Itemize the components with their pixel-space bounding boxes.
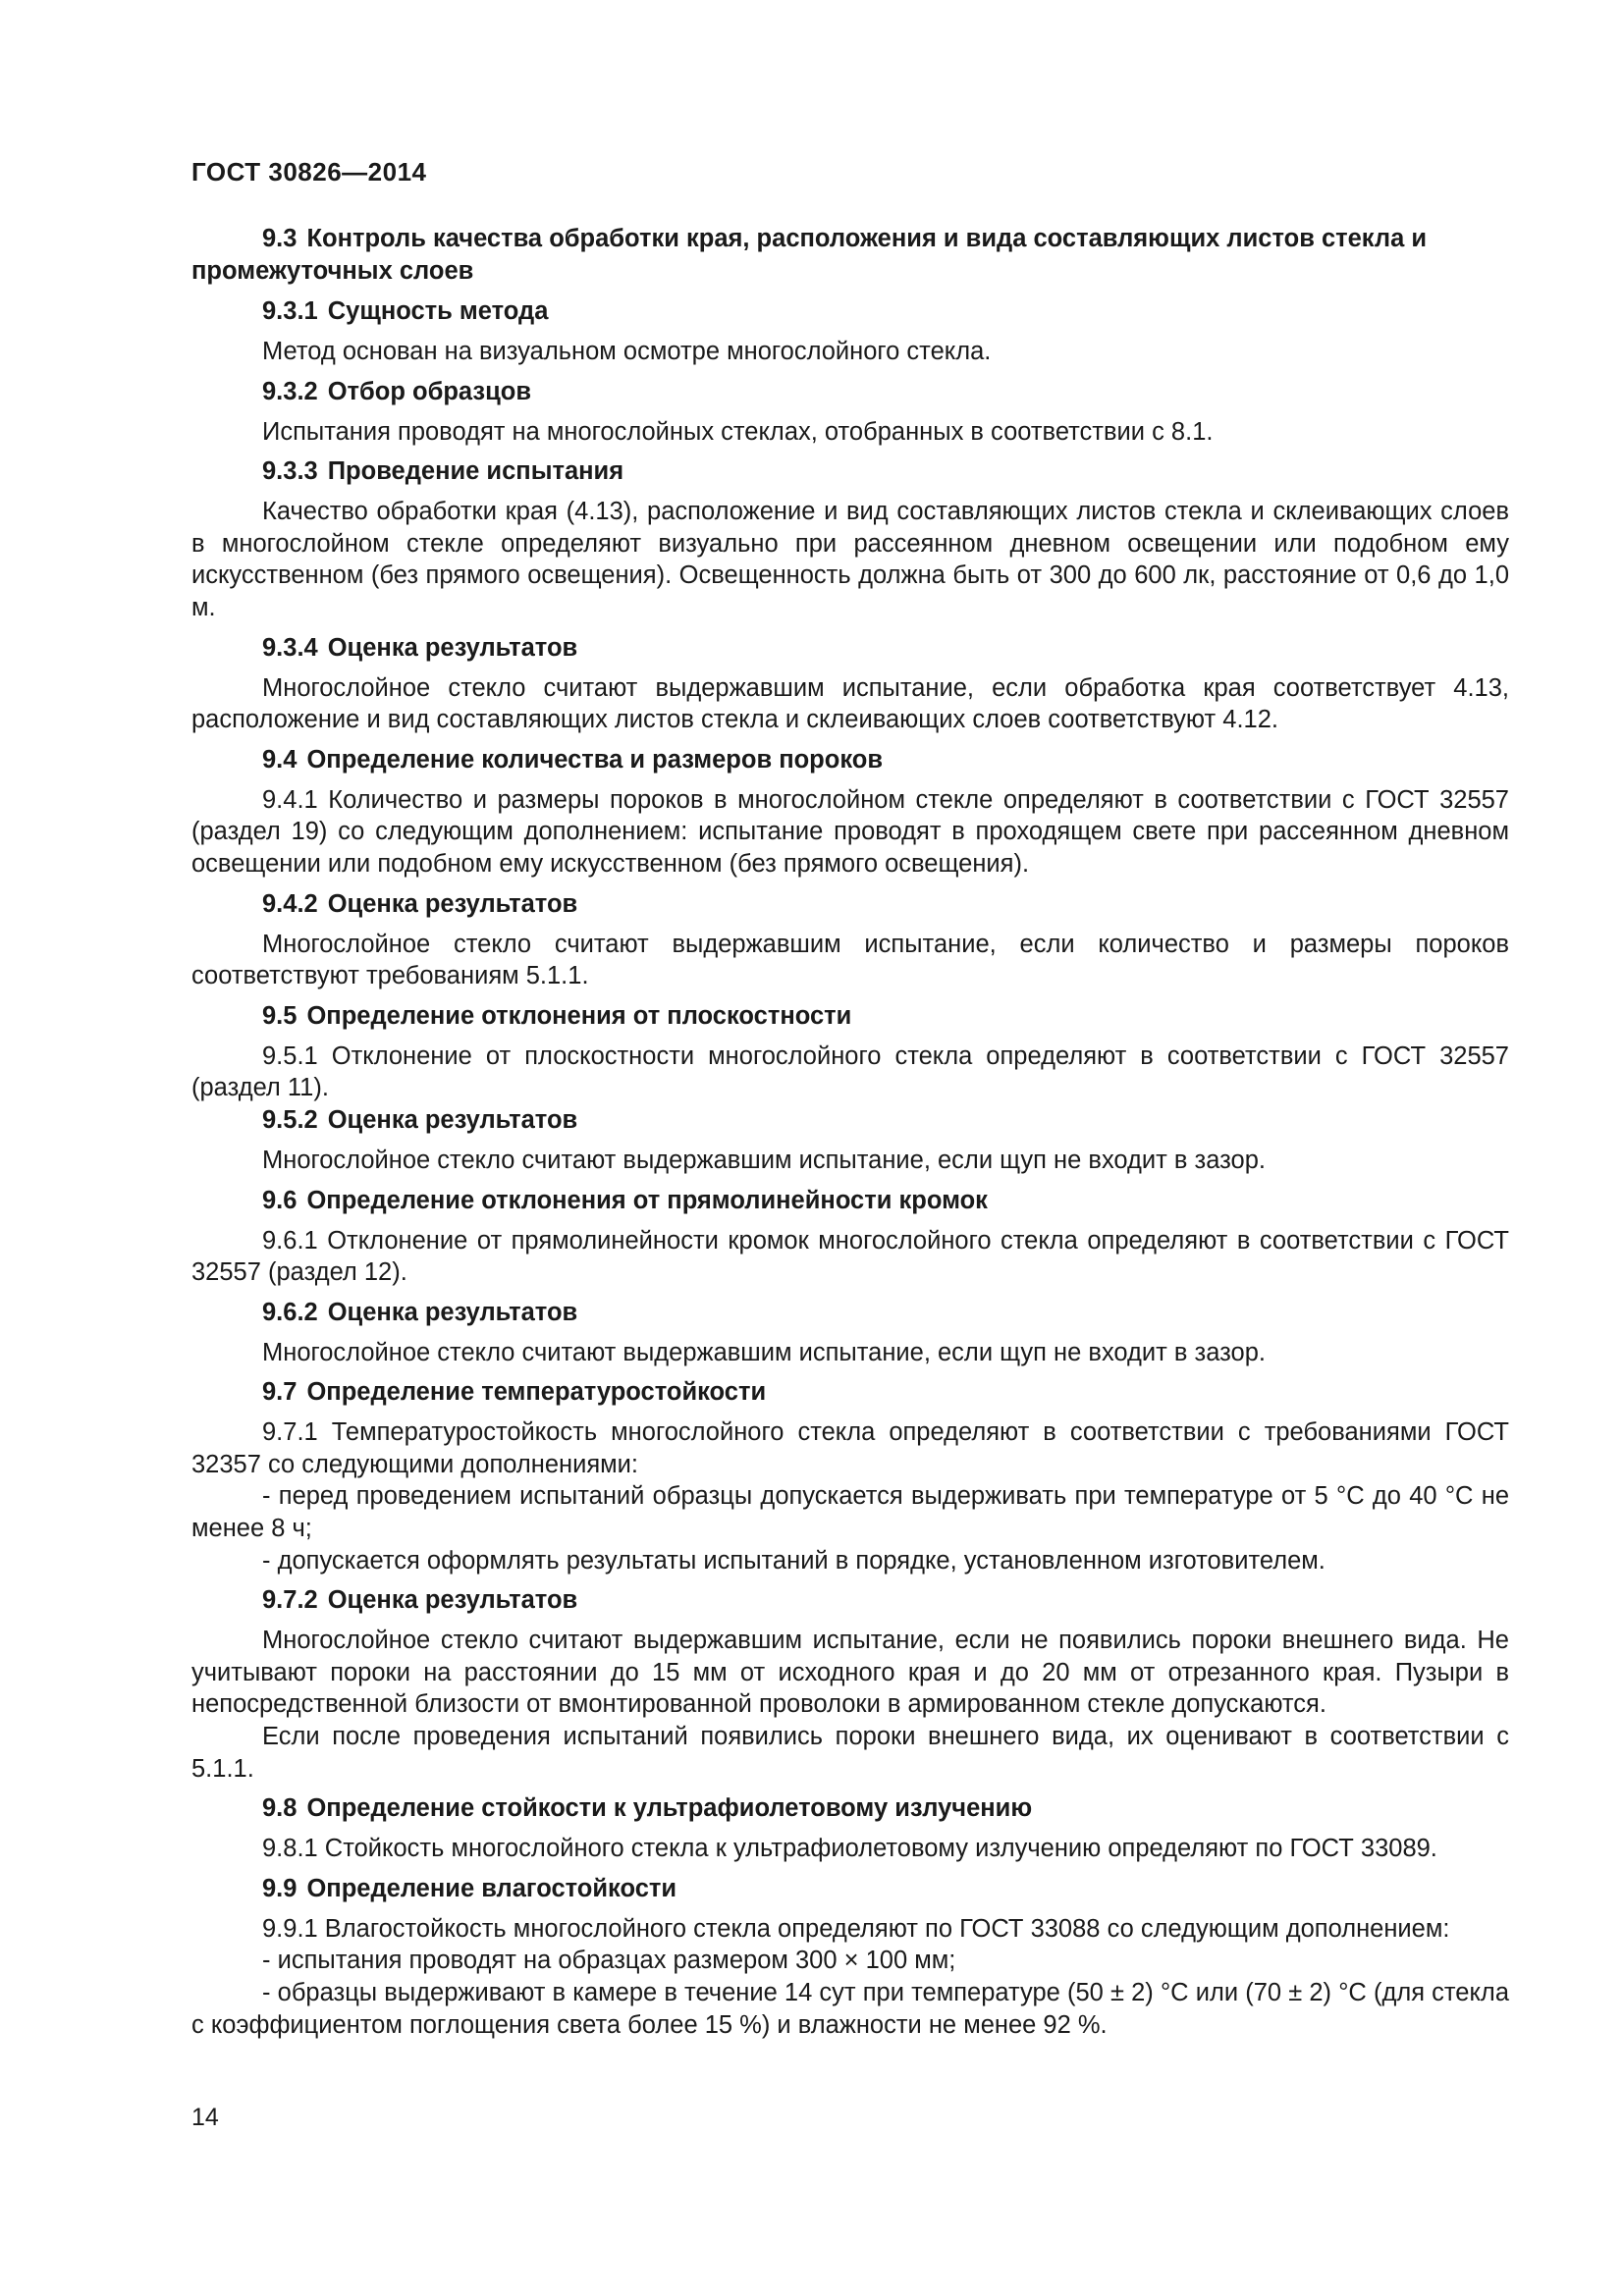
document-header: ГОСТ 30826—2014 xyxy=(191,157,427,187)
paragraph: Качество обработки края (4.13), расположение и вид составляющих листов стекла и склеивающих слоев в многослойном стекле определяют визуально при рассеянном дневном освещении или подобном ему искусственном (без прямого освещения). Освещенность должна быть от 300 до 600 лк, расстояние от 0,6 до 1,0 м. xyxy=(191,498,1509,621)
section-heading xyxy=(191,1297,1509,1329)
section-number: 9.4 xyxy=(262,745,298,774)
section-title: Определение стойкости к ультрафиолетовому излучению xyxy=(306,1794,1033,1823)
section-title: Контроль качества обработки края, расположения и вида составляющих листов стекла и промежуточных слоев xyxy=(191,225,1428,285)
section-title: Определение отклонения от прямолинейности кромок xyxy=(306,1186,988,1214)
section-number: 9.8 xyxy=(262,1794,298,1823)
section-heading xyxy=(191,1104,1509,1137)
paragraph: Многослойное стекло считают выдержавшим испытание, если щуп не входит в зазор. xyxy=(262,1338,1266,1366)
section-heading xyxy=(191,1873,1509,1905)
section-title: Оценка результатов xyxy=(327,1105,578,1134)
section-number: 9.3.3 xyxy=(262,457,318,486)
paragraph: Испытания проводят на многослойных стеклах, отобранных в соответствии с 8.1. xyxy=(262,417,1214,446)
section-number: 9.4.2 xyxy=(262,889,318,918)
section-title: Определение количества и размеров пороков xyxy=(306,745,884,774)
section-title: Оценка результатов xyxy=(327,1298,578,1326)
paragraph: 9.5.1 Отклонение от плоскостности многослойного стекла определяют в соответствии с ГОСТ 32557 (раздел 11). xyxy=(191,1041,1509,1102)
section-heading xyxy=(191,1185,1509,1217)
paragraph: 9.7.1 Температуростойкость многослойного стекла определяют в соответствии с требованиями ГОСТ 32357 со следующими дополнениями: xyxy=(191,1418,1509,1478)
section-number: 9.3 xyxy=(262,225,298,252)
section-title: Оценка результатов xyxy=(327,889,578,918)
section-heading xyxy=(191,1792,1509,1825)
paragraph: Многослойное стекло считают выдержавшим испытание, если не появились пороки внешнего вида. Не учитывают пороки на расстоянии до 15 мм от исходного края и до 20 мм от отрезанного края. Пузыри в непосредственной близости от вмонтированной проволоки в армированном стекле допускаются. xyxy=(191,1627,1509,1719)
section-title: Отбор образцов xyxy=(327,377,532,405)
paragraph: Многослойное стекло считают выдержавшим испытание, если щуп не входит в зазор. xyxy=(262,1146,1266,1174)
section-title: Определение отклонения от плоскостности xyxy=(306,1001,852,1030)
paragraph: 9.9.1 Влагостойкость многослойного стекла определяют по ГОСТ 33088 со следующим дополнением: xyxy=(262,1914,1450,1943)
section-heading xyxy=(191,632,1509,665)
section-number: 9.7 xyxy=(262,1378,298,1407)
paragraph: 9.4.1 Количество и размеры пороков в многослойном стекле определяют в соответствии с ГОСТ 32557 (раздел 19) со следующим дополнением: испытание проводят в проходящем свете при рассеянном дневном освещении или подобном ему искусственном (без прямого освещения). xyxy=(191,785,1509,878)
section-number: 9.3.2 xyxy=(262,377,318,405)
paragraph: Метод основан на визуальном осмотре многослойного стекла. xyxy=(262,338,992,365)
page-number: 14 xyxy=(191,2104,219,2131)
section-title: Оценка результатов xyxy=(327,1586,578,1615)
section-title: Проведение испытания xyxy=(327,457,624,486)
section-title: Оценка результатов xyxy=(327,633,578,662)
paragraph: Многослойное стекло считают выдержавшим испытание, если обработка края соответствует 4.13, расположение и вид составляющих листов стекла и склеивающих слоев соответствуют 4.12. xyxy=(191,673,1509,734)
section-number: 9.7.2 xyxy=(262,1586,318,1615)
section-title: Определение температуростойкости xyxy=(306,1378,767,1407)
section-number: 9.5 xyxy=(262,1001,298,1030)
paragraph: - испытания проводят на образцах размером 300 × 100 мм; xyxy=(262,1947,956,1975)
paragraph: 9.6.1 Отклонение от прямолинейности кромок многослойного стекла определяют в соответствии с ГОСТ 32557 (раздел 12). xyxy=(191,1226,1509,1287)
paragraph: Если после проведения испытаний появились пороки внешнего вида, их оценивают в соответствии с 5.1.1. xyxy=(191,1723,1509,1783)
section-title: Определение влагостойкости xyxy=(306,1874,677,1902)
section-number: 9.3.1 xyxy=(262,297,318,325)
section-heading xyxy=(191,295,1509,328)
section-number: 9.6 xyxy=(262,1186,298,1214)
section-number: 9.3.4 xyxy=(262,633,318,662)
section-heading xyxy=(191,1376,1509,1409)
section-heading xyxy=(191,888,1509,921)
section-number: 9.9 xyxy=(262,1874,298,1902)
section-title: Сущность метода xyxy=(327,297,549,325)
paragraph: Многослойное стекло считают выдержавшим испытание, если количество и размеры пороков соответствуют требованиям 5.1.1. xyxy=(191,930,1509,990)
section-heading xyxy=(191,455,1509,488)
paragraph: - перед проведением испытаний образцы допускается выдерживать при температуре от 5 °С до 40 °С не менее 8 ч; xyxy=(191,1482,1509,1543)
section-number: 9.5.2 xyxy=(262,1105,318,1134)
section-number: 9.6.2 xyxy=(262,1298,318,1326)
section-heading xyxy=(191,223,1509,288)
paragraph: - допускается оформлять результаты испытаний в порядке, установленном изготовителем. xyxy=(262,1546,1325,1575)
document-page xyxy=(191,157,1509,2049)
paragraph: 9.8.1 Стойкость многослойного стекла к ультрафиолетовому излучению определяют по ГОСТ 33089. xyxy=(262,1835,1437,1863)
section-heading xyxy=(191,1584,1509,1617)
document-body xyxy=(191,223,1509,2041)
section-heading xyxy=(191,1000,1509,1033)
section-heading xyxy=(191,744,1509,776)
section-heading xyxy=(191,376,1509,408)
paragraph: - образцы выдерживают в камере в течение 14 сут при температуре (50 ± 2) °С или (70 ± 2) °С (для стекла с коэффициентом поглощения света более 15 %) и влажности не менее 92 %. xyxy=(191,1979,1509,2039)
